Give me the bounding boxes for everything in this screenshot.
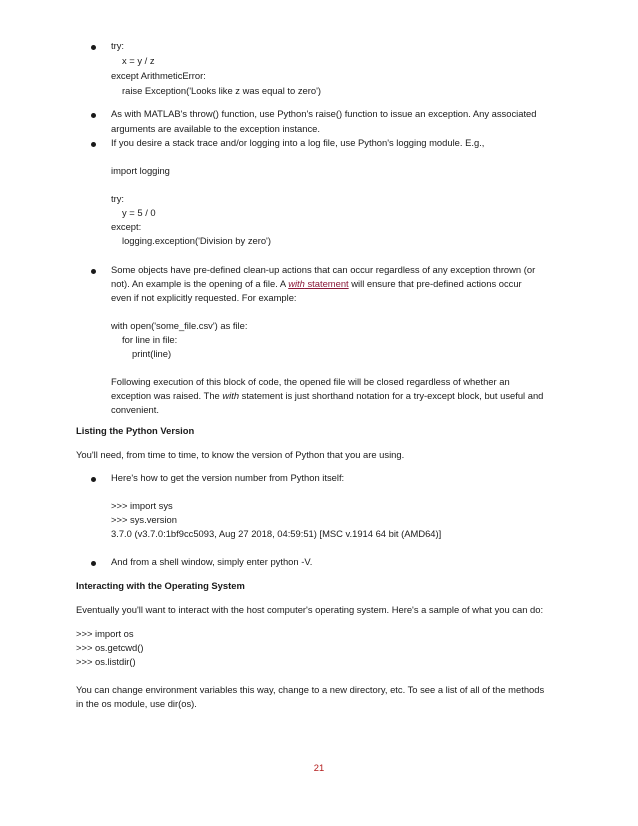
bullet-dot [91, 45, 96, 50]
bullet-dot [91, 561, 96, 566]
code-line: try: [111, 40, 125, 51]
with-statement-link[interactable] [288, 278, 348, 289]
code-line: logging.exception('Division by zero') [122, 235, 271, 246]
paragraph-line: Some objects have pre-defined clean-up actions that can occur regardless of any exception thrown (or [111, 264, 536, 275]
code-line: print(line) [132, 348, 172, 359]
bullet-dot [91, 269, 96, 274]
code-line: >>> os.listdir() [76, 656, 136, 667]
paragraph-line: You can change environment variables this way, change to a new directory, etc. To see a list of all of the methods [76, 684, 545, 695]
italic-text: with [222, 390, 240, 401]
text-span: exception was raised. The [111, 390, 223, 401]
code-line: raise Exception('Looks like z was equal to zero') [122, 85, 321, 96]
code-line: import logging [111, 165, 170, 176]
link-text[interactable]: statement [304, 278, 349, 289]
code-line: except: [111, 221, 142, 232]
text-span: will ensure that pre-defined actions occur [348, 278, 522, 289]
page-number: 21 [313, 762, 325, 773]
code-line: try: [111, 193, 125, 204]
code-line: y = 5 / 0 [122, 207, 156, 218]
bullet-dot [91, 142, 96, 147]
paragraph-line [111, 390, 543, 402]
paragraph-line: If you desire a stack trace and/or logging into a log file, use Python's logging module. E.g., [111, 137, 485, 148]
paragraph-line: Following execution of this block of code, the opened file will be closed regardless of whether an [111, 376, 510, 387]
bullet-dot [91, 113, 96, 118]
code-line: with open('some_file.csv') as file: [111, 320, 248, 331]
paragraph-line: arguments are available to the exception instance. [111, 123, 320, 134]
paragraph-line: even if not explicitly requested. For example: [111, 292, 297, 303]
paragraph-line: And from a shell window, simply enter python -V. [111, 556, 313, 567]
code-line: for line in file: [122, 334, 178, 345]
paragraph-line [111, 278, 522, 290]
paragraph-line: Here's how to get the version number from Python itself: [111, 472, 345, 483]
code-line: >>> os.getcwd() [76, 642, 144, 653]
link-italic-text[interactable]: with [288, 278, 305, 289]
paragraph-line: Eventually you'll want to interact with the host computer's operating system. Here's a sample of what you can do: [76, 604, 544, 615]
paragraph-line: As with MATLAB's throw() function, use Python's raise() function to issue an exception. Any associated [111, 108, 537, 119]
paragraph-line: convenient. [111, 404, 159, 415]
code-line: x = y / z [122, 55, 155, 66]
code-line: 3.7.0 (v3.7.0:1bf9cc5093, Aug 27 2018, 04:59:51) [MSC v.1914 64 bit (AMD64)] [111, 528, 442, 539]
code-line: >>> import os [76, 628, 134, 639]
text-span: statement is just shorthand notation for a try-except block, but useful and [239, 390, 544, 401]
bullet-dot [91, 477, 96, 482]
section-heading: Interacting with the Operating System [76, 580, 245, 591]
text-span: not). An example is the opening of a file. A [111, 278, 289, 289]
paragraph-line: in the os module, use dir(os). [76, 698, 197, 709]
code-line: except ArithmeticError: [111, 70, 206, 81]
code-line: >>> import sys [111, 500, 173, 511]
section-heading: Listing the Python Version [76, 425, 195, 436]
code-line: >>> sys.version [111, 514, 177, 525]
paragraph-line: You'll need, from time to time, to know the version of Python that you are using. [76, 449, 405, 460]
